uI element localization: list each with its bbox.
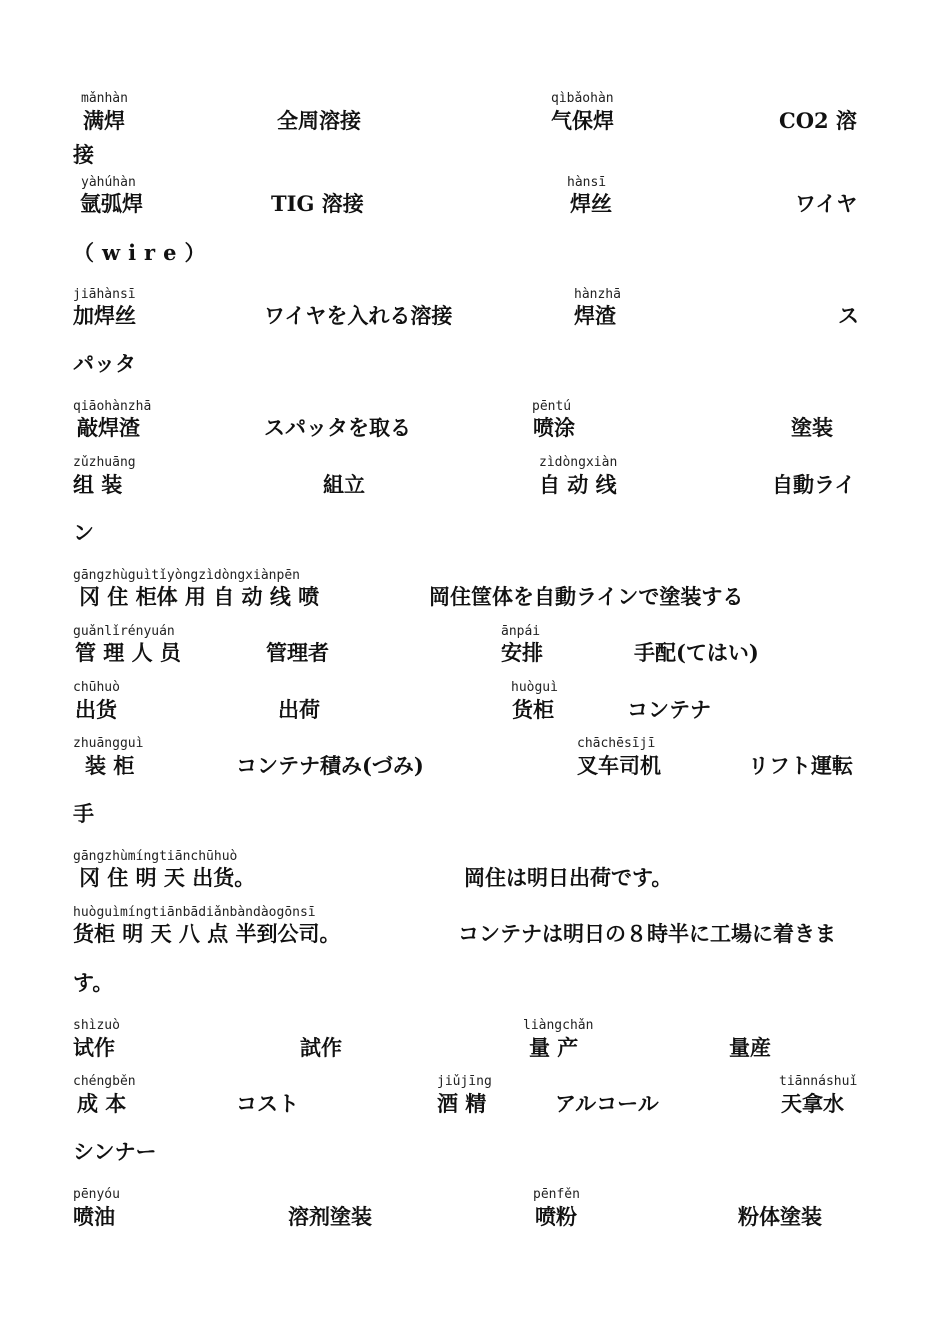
japanese-term: 手配(てはい) [634, 640, 759, 665]
japanese-term: 溶剂塗装 [288, 1204, 372, 1229]
japanese-term: コスト [236, 1091, 299, 1116]
japanese-sentence: 岡住は明日出荷です。 [464, 865, 673, 890]
chinese-term: 喷粉 [535, 1204, 577, 1229]
chinese-term: 满焊 [83, 108, 125, 133]
pinyin-label: huòguìmíngtiānbādiǎnbàndàogōnsī [73, 905, 316, 920]
chinese-term: 酒 精 [437, 1091, 487, 1116]
japanese-sentence: 岡住筐体を自動ラインで塗装する [429, 584, 744, 609]
chinese-term: 试作 [73, 1035, 115, 1060]
japanese-term: スパッタを取る [264, 415, 411, 440]
japanese-term-continued: パッタ [73, 351, 136, 376]
pinyin-label: liàngchǎn [523, 1018, 594, 1033]
chinese-term: 焊丝 [570, 191, 612, 216]
pinyin-label: pēntú [532, 399, 572, 414]
japanese-term-continued: ン [73, 520, 94, 545]
chinese-sentence: 冈 住 明 天 出货。 [79, 865, 256, 890]
pinyin-label: chéngběn [73, 1074, 136, 1089]
pinyin-label: gāngzhùmíngtiānchūhuò [73, 849, 238, 864]
chinese-term: 喷涂 [533, 415, 575, 440]
japanese-term-continued: 接 [73, 142, 94, 167]
chinese-term: 管 理 人 员 [75, 640, 181, 665]
japanese-term: コンテナ [627, 697, 711, 722]
japanese-term: ワイヤを入れる溶接 [264, 303, 453, 328]
chinese-term: 成 本 [77, 1091, 127, 1116]
pinyin-label: zǔzhuāng [73, 455, 136, 470]
pinyin-label: chāchēsījī [577, 736, 656, 751]
japanese-term: 管理者 [266, 640, 329, 665]
japanese-term: アルコール [555, 1091, 659, 1116]
pinyin-label: ānpái [501, 624, 541, 639]
pinyin-label: gāngzhùguìtǐyòngzìdòngxiànpēn [73, 568, 300, 583]
japanese-term: 塗装 [791, 415, 833, 440]
chinese-sentence: 冈 住 柜体 用 自 动 线 喷 [79, 584, 320, 609]
chinese-term: 装 柜 [85, 753, 135, 778]
pinyin-label: jiāhànsī [73, 287, 136, 302]
chinese-term: 叉车司机 [577, 753, 661, 778]
japanese-term: コンテナ積み(づみ) [236, 753, 424, 778]
pinyin-label: pēnyóu [73, 1187, 120, 1202]
pinyin-label: chūhuò [73, 680, 120, 695]
japanese-sentence: コンテナは明日の８時半に工場に着きま [458, 921, 836, 946]
japanese-term: 全周溶接 [277, 108, 361, 133]
pinyin-label: mǎnhàn [81, 91, 128, 106]
pinyin-label: zhuāngguì [73, 736, 144, 751]
japanese-term: ワイヤ [795, 191, 858, 216]
chinese-term: 出货 [75, 697, 117, 722]
japanese-term: ス [838, 303, 859, 328]
pinyin-label: yàhúhàn [81, 175, 136, 190]
pinyin-label: zìdòngxiàn [539, 455, 618, 470]
chinese-term: 天拿水 [781, 1091, 844, 1116]
pinyin-label: qìbǎohàn [551, 91, 614, 106]
chinese-term: 加焊丝 [73, 303, 136, 328]
japanese-term-continued: （wire） [73, 240, 214, 265]
pinyin-label: qiāohànzhā [73, 399, 152, 414]
pinyin-label: tiānnáshuǐ [779, 1074, 858, 1089]
japanese-term: TIG 溶接 [271, 191, 364, 216]
chinese-term: 货柜 [512, 697, 554, 722]
chinese-term: 量 产 [529, 1035, 579, 1060]
japanese-term: 組立 [323, 472, 365, 497]
japanese-term: リフト運転 [748, 753, 853, 778]
pinyin-label: pēnfěn [533, 1187, 580, 1202]
pinyin-label: huòguì [511, 680, 558, 695]
chinese-term: 自 动 线 [539, 472, 617, 497]
pinyin-label: jiǔjīng [437, 1074, 492, 1089]
japanese-term: 出荷 [278, 697, 320, 722]
chinese-term: 组 装 [73, 472, 123, 497]
japanese-term-continued: 手 [73, 801, 94, 826]
japanese-term: 自動ライ [772, 472, 856, 497]
japanese-term: 粉体塗装 [738, 1204, 822, 1229]
japanese-sentence-continued: す。 [73, 970, 114, 995]
chinese-term: 气保焊 [551, 108, 614, 133]
pinyin-label: guǎnlǐrényuán [73, 624, 175, 639]
japanese-term: CO2 溶 [779, 108, 857, 133]
japanese-term-continued: シンナー [73, 1139, 157, 1164]
chinese-sentence: 货柜 明 天 八 点 半到公司。 [73, 921, 341, 946]
pinyin-label: hànsī [567, 175, 607, 190]
pinyin-label: shìzuò [73, 1018, 120, 1033]
chinese-term: 氩弧焊 [80, 191, 143, 216]
japanese-term: 量産 [729, 1035, 771, 1060]
chinese-term: 安排 [501, 640, 543, 665]
japanese-term: 試作 [300, 1035, 342, 1060]
chinese-term: 焊渣 [574, 303, 616, 328]
pinyin-label: hànzhā [574, 287, 621, 302]
chinese-term: 喷油 [73, 1204, 115, 1229]
chinese-term: 敲焊渣 [77, 415, 140, 440]
